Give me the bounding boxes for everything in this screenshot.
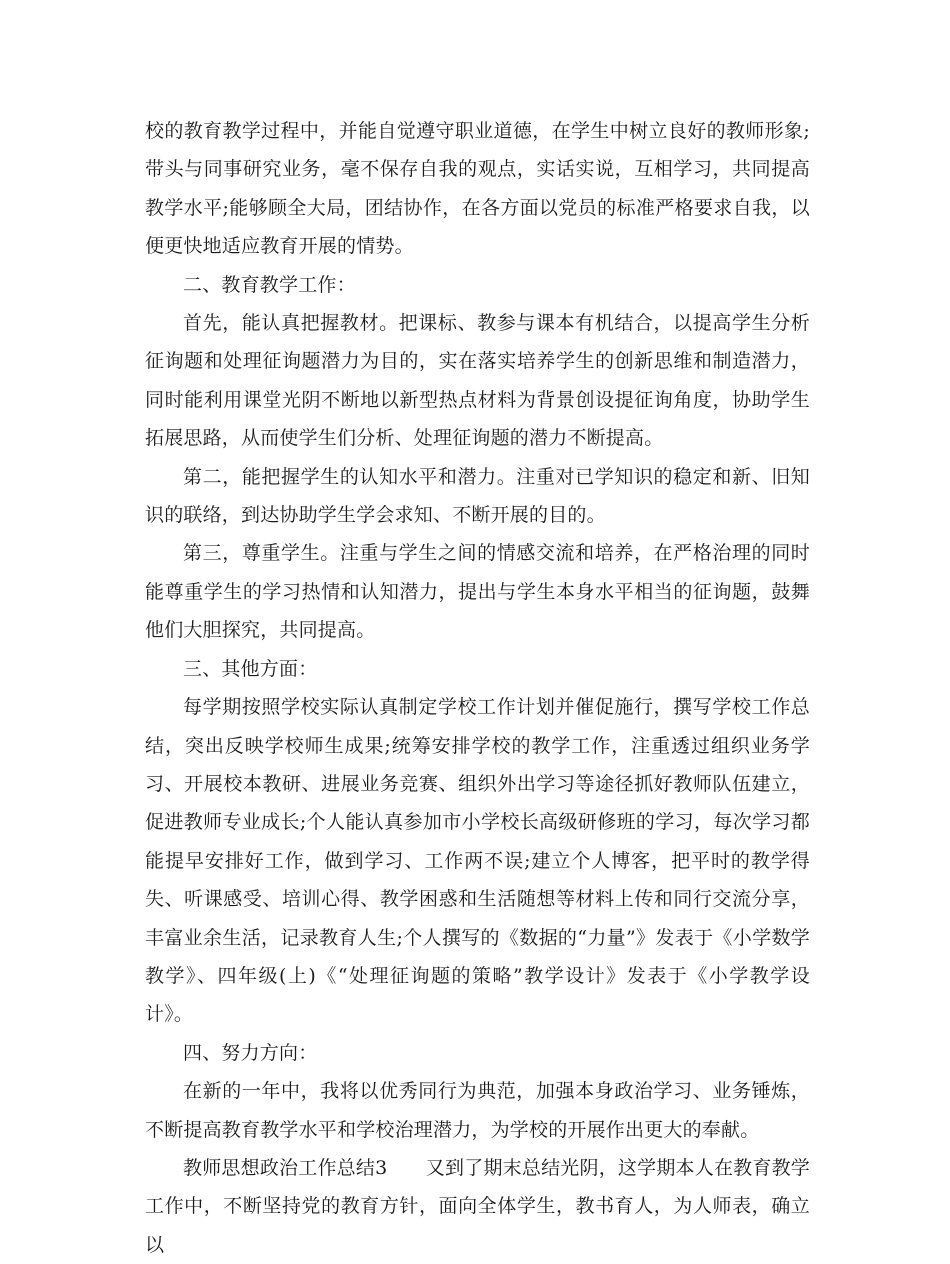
paragraph-second: 第二，能把握学生的认知水平和潜力。注重对已学知识的稳定和新、旧知识的联络，到达协助学生学会求知、不断开展的目的。 (145, 465, 810, 527)
paragraph-first: 首先，能认真把握教材。把课标、教参与课本有机结合，以提高学生分析征询题和处理征询题潜力为目的，实在落实培养学生的创新思维和制造潜力，同时能利用课堂光阴不断地以新型热点材料为背景创设提征询角度，协助学生拓展思路，从而使学生们分析、处理征询题的潜力不断提高。 (145, 312, 810, 450)
paragraph-direction: 在新的一年中，我将以优秀同行为典范，加强本身政治学习、业务锤炼，不断提高教育教学水平和学校治理潜力，为学校的开展作出更大的奉献。 (145, 1080, 810, 1141)
section-heading-direction: 四、努力方向： (183, 1041, 318, 1064)
paragraph-third: 第三，尊重学生。注重与学生之间的情感交流和培养，在严格治理的同时能尊重学生的学习热情和认知潜力，提出与学生本身水平相当的征询题，鼓舞他们大胆探究，共同提高。 (145, 542, 810, 642)
paragraph-summary-3: 教师思想政治工作总结3 又到了期末总结光阴，这学期本人在教育教学工作中，不断坚持党的教育方针，面向全体学生，教书育人，为人师表，确立以 (145, 1156, 810, 1256)
paragraph-other: 每学期按照学校实际认真制定学校工作计划并催促施行，撰写学校工作总结，突出反映学校师生成果;统筹安排学校的教学工作，注重透过组织业务学习、开展校本教研、进展业务竞赛、组织外出学习等途径抓好教师队伍建立，促进教师专业成长;个人能认真参加市小学校长高级研修班的学习，每次学习都能提早安排好工作，做到学习、工作两不误;建立个人博客，把平时的教学得失、听课感受、培训心得、教学困惑和生活随想等材料上传和同行交流分享，丰富业余生活，记录教育人生;个人撰写的《数据的“力量”》发表于《小学数学教学》、四年级(上)《“处理征询题的策略”教学设计》发表于《小学教学设计》。 (145, 696, 810, 1026)
section-heading-other: 三、其他方面： (183, 657, 318, 680)
section-heading-teaching: 二、教育教学工作： (183, 273, 356, 296)
document-body (145, 112, 810, 1264)
paragraph-1: 校的教育教学过程中，并能自觉遵守职业道德，在学生中树立良好的教师形象;带头与同事研究业务，毫不保存自我的观点，实话实说，互相学习，共同提高教学水平;能够顾全大局，团结协作，在各方面以党员的标准严格要求自我，以便更快地适应教育开展的情势。 (145, 120, 810, 258)
